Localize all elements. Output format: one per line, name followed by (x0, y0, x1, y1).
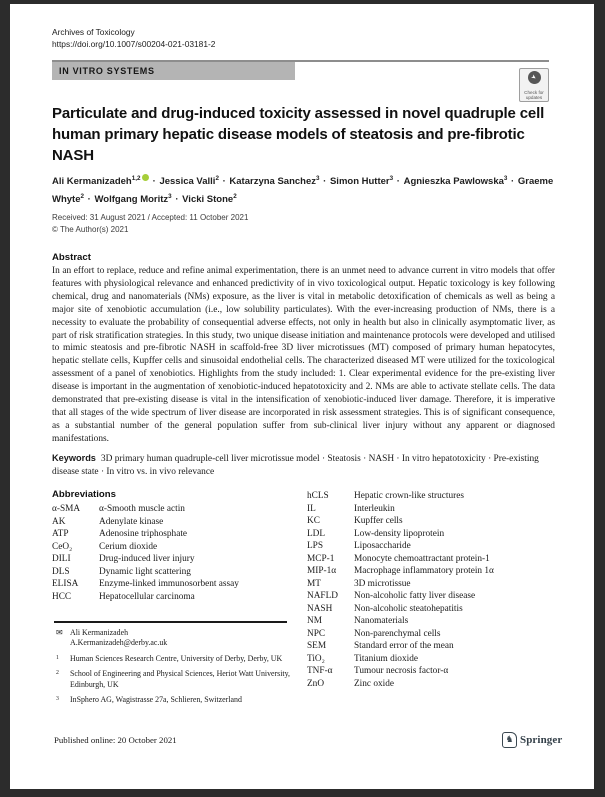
abbreviation-term: AK (52, 516, 66, 527)
author-list (52, 171, 560, 207)
badge-label: Check for updates (524, 90, 544, 101)
abbreviation-row (307, 640, 563, 653)
orcid-icon[interactable] (142, 174, 149, 181)
abbreviation-definition: Nanomaterials (354, 616, 409, 626)
abbreviation-row (307, 590, 563, 603)
check-for-updates-badge[interactable] (519, 68, 549, 102)
affiliation-number: 1 (56, 655, 59, 661)
abbreviation-term: MIP-1α (307, 566, 337, 576)
abbreviation-term: CeO₂ (52, 541, 73, 552)
abbreviation-term: DLS (52, 566, 70, 577)
abbreviation-row (307, 653, 563, 666)
abbreviation-definition: Enzyme-linked immunosorbent assay (99, 579, 239, 589)
affiliation-text: School of Engineering and Physical Sciences, Heriot Watt University, Edinburgh, UK (70, 669, 291, 689)
affiliation-row (56, 669, 294, 690)
abbreviation-term: NPC (307, 628, 326, 639)
abbreviation-definition: Adenylate kinase (99, 516, 164, 527)
abbreviation-term: DILI (52, 554, 71, 564)
author-separator: · (219, 176, 229, 188)
article-page (10, 4, 594, 789)
springer-wordmark: Springer (520, 734, 563, 746)
abbreviation-term: MT (307, 578, 321, 589)
abbreviation-term: IL (307, 503, 316, 514)
section-banner: IN VITRO SYSTEMS (52, 62, 295, 80)
keywords-label: Keywords (52, 453, 96, 463)
copyright-line: © The Author(s) 2021 (52, 225, 129, 234)
abbreviation-term: TNF-α (307, 666, 333, 676)
abbreviation-row (52, 516, 304, 529)
abbreviation-term: MCP-1 (307, 553, 335, 564)
author-name: Simon Hutter$^3$ (329, 175, 394, 188)
abstract-heading: Abstract (52, 252, 91, 263)
abbreviation-row (52, 578, 304, 591)
affiliation-text: Human Sciences Research Centre, University of Derby, Derby, UK (70, 654, 283, 663)
abbreviation-row (52, 566, 304, 579)
abbreviation-row (307, 553, 563, 566)
author-name: Agnieszka Pawlowska$^3$ (403, 175, 508, 188)
affiliation-number: 3 (56, 695, 59, 702)
published-online: Published online: 20 October 2021 (54, 735, 177, 745)
abbreviation-term: TiO₂ (307, 653, 325, 664)
abbreviation-definition: Adenosine triphosphate (99, 529, 188, 539)
author-separator: · (394, 176, 403, 188)
abbreviation-row (307, 678, 563, 691)
author-separator: · (172, 194, 182, 206)
author-name: Wolfgang Moritz$^3$ (94, 193, 172, 206)
abbreviation-row (307, 503, 563, 516)
journal-name: Archives of Toxicology (52, 27, 135, 37)
abbreviation-term: LPS (307, 541, 324, 551)
abbreviation-row (307, 615, 563, 628)
abbreviation-definition: Low-density lipoprotein (354, 528, 445, 539)
abbreviation-term: ZnO (307, 678, 325, 689)
abbreviation-definition: Dynamic light scattering (99, 566, 191, 577)
abbreviation-definition: Liposaccharide (354, 541, 411, 551)
affiliation-text: InSphero AG, Wagistrasse 27a, Schlieren, Switzerland (70, 694, 242, 704)
abbreviation-definition: Kupffer cells (354, 516, 403, 526)
doi-link[interactable]: https://doi.org/10.1007/s00204-021-03181-2 (52, 39, 216, 49)
abbreviation-definition: Drug-induced liver injury (99, 554, 195, 564)
abbreviation-row (307, 578, 563, 591)
abbreviation-term: HCC (52, 591, 72, 602)
abbreviation-row (307, 565, 563, 578)
abbreviation-definition: Tumour necrosis factor-α (354, 666, 449, 676)
abbreviation-row (52, 591, 304, 604)
abbreviation-row (307, 628, 563, 641)
corresponding-author: Ali Kermanizadeh (70, 628, 129, 637)
abbreviation-term: ELISA (52, 579, 79, 589)
received-accepted: Received: 31 August 2021 / Accepted: 11 October 2021 (52, 213, 249, 222)
keywords-block (52, 452, 555, 479)
springer-logo[interactable] (502, 732, 562, 748)
abbreviations-heading: Abbreviations (52, 489, 116, 500)
abbreviation-row (307, 665, 563, 678)
abbreviation-definition: Zinc oxide (354, 678, 395, 689)
abbreviation-definition: 3D microtissue (354, 578, 411, 589)
abbreviation-definition: Interleukin (354, 503, 395, 514)
abstract-text: In an effort to replace, reduce and refine animal experimentation, there is an unmet need to advance current in vitro models that offer features with physiological relevance and enhanced predictivity of in vivo toxicological output. Hepatic toxicology is key following chemical, drug and nanomaterials (NMs) exposure, as the liver is vital in metabolic detoxification of chemicals as well as being a major site of xenobiotic accumulation (i.e., low solubility particulates). With the ever-increasing production of NMs, there is a necessity to evaluate the probability of consequential adverse effects, not only in health but also in clinically asymptomatic liver, as part of risk stratification strategies. In this study, two unique disease initiation and maintenance protocols were developed and utilised to mimic steatosis and pre-fibrotic NASH in scaffold-free 3D liver microtissues (MT) composed of primary human hepatocytes, hepatic stellate cells, Kupffer cells and sinusoidal endothelial cells. The characterized diseased MT were utilized for the toxicological assessment of a panel of xenobiotics. Highlights from the study included: 1. Clear experimental evidence for the pre-existing liver disease is important in the augmentation of xenobiotic-induced hepatotoxicity and 2. NMs are able to activate stellate cells. The data demonstrated that pre-existing disease is vital in the intensification of xenobiotic-induced liver damage. Therefore, it is imperative that all stages of the wide spectrum of liver disease are incorporated in risk assessment strategies. This is of significant consequence, as a substantial number of the general population suffer from sub-clinical liver injury without any apparent or diagnosed manifestations. (52, 266, 555, 444)
abbreviation-definition: Hepatocellular carcinoma (99, 591, 195, 602)
affiliation-row (56, 654, 294, 664)
abbreviation-term: SEM (307, 641, 327, 651)
affiliations-list (56, 654, 294, 710)
abbreviation-definition: Standard error of the mean (354, 641, 454, 651)
abbreviation-definition: Non-alcoholic fatty liver disease (354, 591, 476, 601)
abbreviation-row (307, 603, 563, 616)
abbreviation-term: LDL (307, 528, 326, 539)
abbreviation-term: α-SMA (52, 504, 81, 514)
abbreviation-definition: Titanium dioxide (354, 653, 418, 664)
abbreviation-definition: Macrophage inflammatory protein 1α (354, 566, 494, 576)
affiliation-row (56, 695, 294, 705)
springer-horse-icon: ♞ (502, 732, 517, 748)
abbreviation-term: NAFLD (307, 591, 338, 601)
abbreviations-right-column (307, 490, 563, 690)
correspondence-block (56, 628, 294, 649)
keywords-text: 3D primary human quadruple-cell liver microtissue model · Steatosis · NASH · In vitro hepatotoxicity · Pre-existing disease state · In vitro vs. in vivo relevance (52, 454, 539, 477)
footnote-rule (54, 621, 287, 623)
abbreviation-term: NM (307, 616, 322, 626)
affiliation-number: 2 (56, 670, 59, 677)
abbreviations-left-column (52, 503, 304, 603)
abbreviation-definition: Non-alcoholic steatohepatitis (354, 603, 463, 614)
abbreviation-row (52, 541, 304, 554)
abbreviation-definition: Hepatic crown-like structures (354, 491, 464, 501)
author-name: Vicki Stone$^2$ (182, 193, 237, 206)
author-separator: · (320, 176, 329, 188)
author-separator: · (85, 194, 94, 206)
abbreviation-row (307, 515, 563, 528)
envelope-icon: ✉ (56, 628, 63, 637)
abbreviation-row (307, 540, 563, 553)
author-separator: · (149, 176, 159, 188)
abbreviation-definition: Monocyte chemoattractant protein-1 (354, 553, 490, 564)
abbreviation-definition: Cerium dioxide (99, 541, 158, 552)
abbreviation-row (307, 490, 563, 503)
abbreviation-term: hCLS (307, 491, 329, 501)
author-name: Graeme Whyte$^2$ (52, 176, 554, 206)
author-name: Ali Kermanizadeh$^{1,2}$ (52, 176, 149, 187)
abbreviation-term: NASH (307, 603, 333, 614)
author-name: Katarzyna Sanchez$^3$ (229, 175, 320, 188)
corresponding-email[interactable]: A.Kermanizadeh@derby.ac.uk (70, 638, 168, 648)
abbreviation-row (52, 553, 304, 566)
abbreviation-term: ATP (52, 529, 69, 539)
article-title: Particulate and drug-induced toxicity assessed in novel quadruple cell human primary hepatic disease models of steatosis and pre-fibrotic NASH (52, 105, 545, 164)
abbreviation-row (307, 528, 563, 541)
author-name: Jessica Valli$^2$ (159, 175, 219, 188)
abbreviation-row (52, 503, 304, 516)
crossmark-icon (528, 71, 541, 84)
author-separator: · (508, 176, 517, 188)
abbreviation-definition: α-Smooth muscle actin (99, 504, 185, 514)
abbreviation-row (52, 528, 304, 541)
abbreviation-term: KC (307, 516, 320, 526)
abbreviation-definition: Non-parenchymal cells (354, 628, 441, 639)
